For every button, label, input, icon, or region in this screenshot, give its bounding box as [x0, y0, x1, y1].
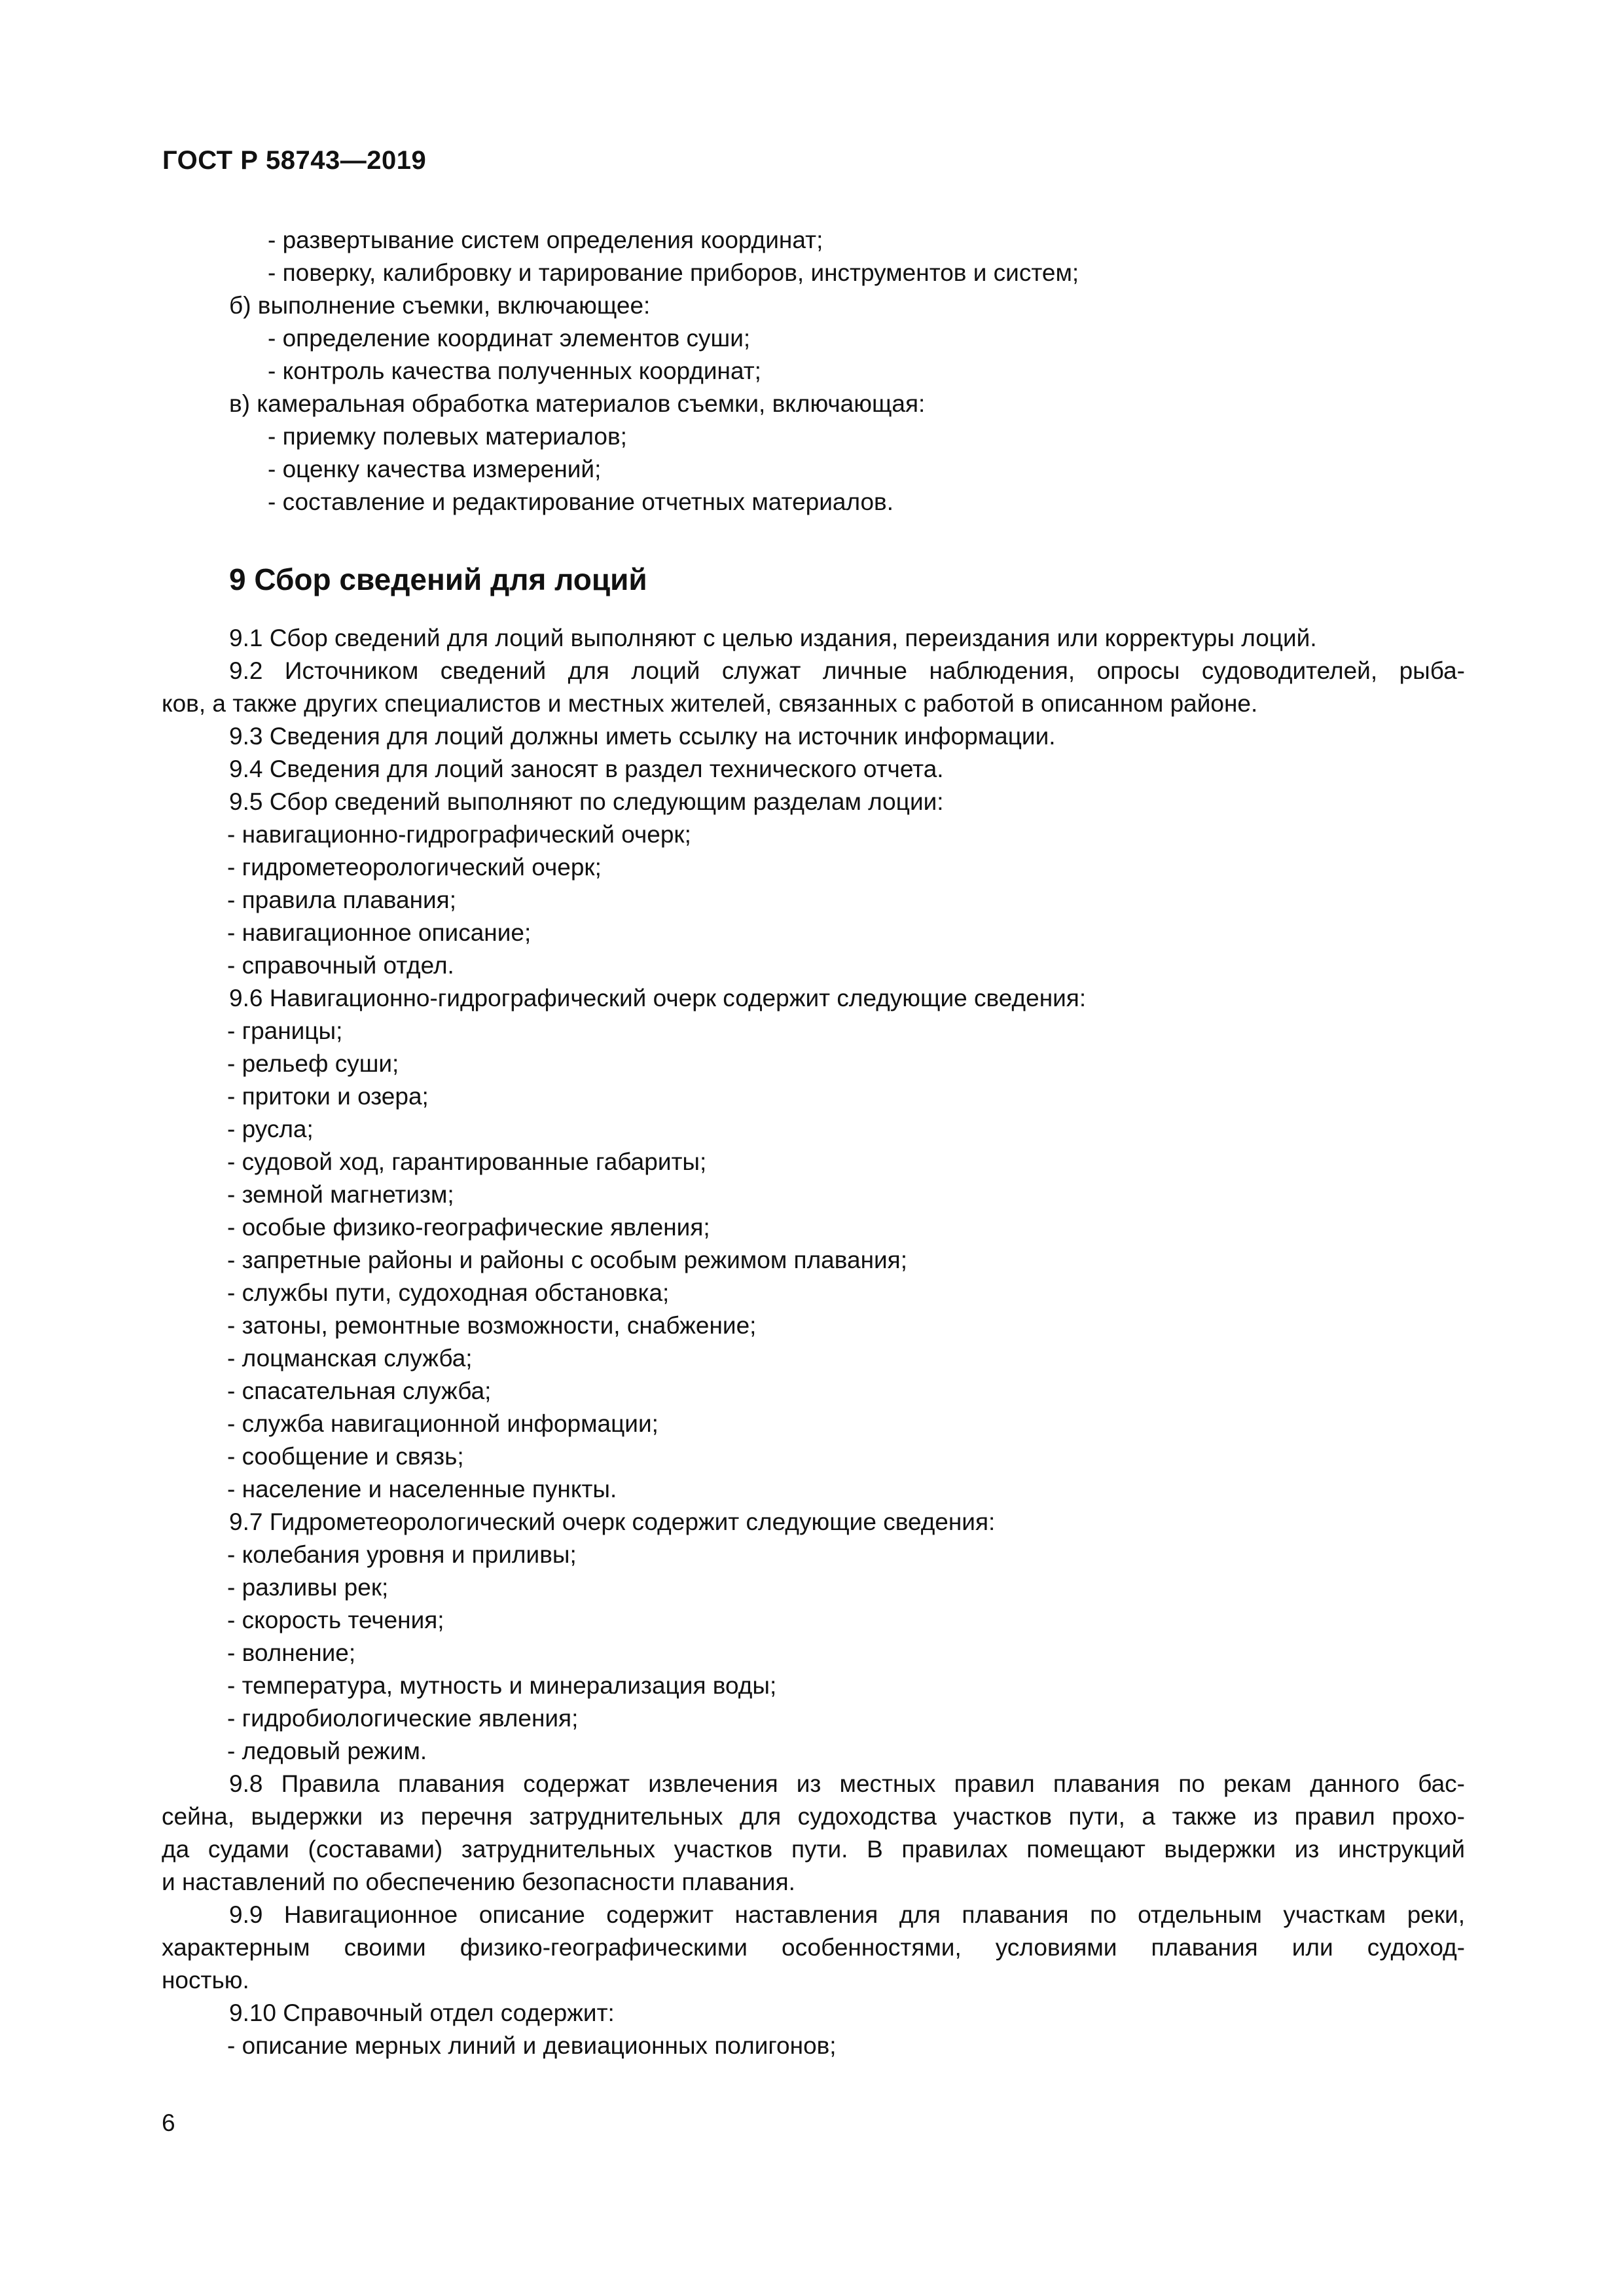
- document-code: ГОСТ Р 58743—2019: [162, 146, 427, 175]
- list-item: - службы пути, судоходная обстановка;: [227, 1279, 670, 1306]
- paragraph-line: сейна, выдержки из перечня затруднительных для судоходства участков пути, а также из правил прохо-: [162, 1803, 1465, 1830]
- list-item: - навигационное описание;: [227, 919, 532, 946]
- list-item: - приемку полевых материалов;: [268, 423, 627, 450]
- list-item: - особые физико-географические явления;: [227, 1214, 710, 1241]
- section-heading: 9 Сбор сведений для лоций: [229, 562, 647, 596]
- list-item: - население и населенные пункты.: [227, 1476, 617, 1503]
- paragraph-line: ностью.: [162, 1967, 249, 1994]
- list-item: - описание мерных линий и девиационных полигонов;: [227, 2032, 837, 2059]
- paragraph-9-10: 9.10 Справочный отдел содержит:: [229, 1999, 615, 2026]
- list-item: - спасательная служба;: [227, 1377, 492, 1404]
- paragraph-line: характерным своими физико-географическими особенностями, условиями плавания или судоход-: [162, 1934, 1465, 1961]
- list-item: - разливы рек;: [227, 1574, 389, 1601]
- list-item: - волнение;: [227, 1639, 356, 1666]
- list-item: - запретные районы и районы с особым режимом плавания;: [227, 1247, 907, 1273]
- list-item: - поверку, калибровку и тарирование приборов, инструментов и систем;: [268, 259, 1079, 286]
- list-item: - сообщение и связь;: [227, 1443, 464, 1470]
- list-item: - лоцманская служба;: [227, 1345, 473, 1372]
- list-item: - затоны, ремонтные возможности, снабжение;: [227, 1312, 757, 1339]
- list-item: - контроль качества полученных координат;: [268, 357, 761, 384]
- paragraph-line: ков, а также других специалистов и местных жителей, связанных с работой в описанном районе.: [162, 690, 1258, 717]
- list-item: - гидрометеорологический очерк;: [227, 854, 602, 881]
- list-item: - ледовый режим.: [227, 1738, 427, 1764]
- list-item: - развертывание систем определения координат;: [268, 227, 823, 253]
- page-number: 6: [162, 2109, 175, 2136]
- list-item: - скорость течения;: [227, 1607, 444, 1633]
- list-item: - справочный отдел.: [227, 952, 454, 979]
- list-item: - служба навигационной информации;: [227, 1410, 659, 1437]
- list-item: в) камеральная обработка материалов съемки, включающая:: [229, 390, 926, 417]
- paragraph-line: 9.8 Правила плавания содержат извлечения из местных правил плавания по рекам данного бас-: [229, 1770, 1465, 1797]
- paragraph-9-7: 9.7 Гидрометеорологический очерк содержит следующие сведения:: [229, 1508, 996, 1535]
- paragraph-line: 9.9 Навигационное описание содержит наставления для плавания по отдельным участкам реки,: [229, 1901, 1465, 1928]
- list-item: - земной магнетизм;: [227, 1181, 454, 1208]
- paragraph-9-5: 9.5 Сбор сведений выполняют по следующим разделам лоции:: [229, 788, 944, 815]
- list-item: - рельеф суши;: [227, 1050, 399, 1077]
- list-item: - температура, мутность и минерализация воды;: [227, 1672, 777, 1699]
- paragraph-line: 9.2 Источником сведений для лоций служат личные наблюдения, опросы судоводителей, рыба-: [229, 657, 1465, 684]
- paragraph-9-1: 9.1 Сбор сведений для лоций выполняют с целью издания, переиздания или корректуры лоций.: [229, 625, 1317, 651]
- list-item: б) выполнение съемки, включающее:: [229, 292, 651, 319]
- paragraph-9-3: 9.3 Сведения для лоций должны иметь ссылку на источник информации.: [229, 723, 1056, 750]
- paragraph-9-6: 9.6 Навигационно-гидрографический очерк содержит следующие сведения:: [229, 985, 1087, 1011]
- paragraph-line: да судами (составами) затруднительных участков пути. В правилах помещают выдержки из инструкций: [162, 1836, 1465, 1863]
- list-item: - гидробиологические явления;: [227, 1705, 579, 1732]
- list-item: - составление и редактирование отчетных материалов.: [268, 488, 893, 515]
- paragraph-line: и наставлений по обеспечению безопасности плавания.: [162, 1868, 795, 1895]
- list-item: - притоки и озера;: [227, 1083, 429, 1110]
- list-item: - навигационно-гидрографический очерк;: [227, 821, 691, 848]
- list-item: - границы;: [227, 1017, 343, 1044]
- list-item: - колебания уровня и приливы;: [227, 1541, 577, 1568]
- list-item: - правила плавания;: [227, 886, 457, 913]
- list-item: - оценку качества измерений;: [268, 456, 602, 483]
- paragraph-9-4: 9.4 Сведения для лоций заносят в раздел технического отчета.: [229, 756, 944, 782]
- list-item: - русла;: [227, 1116, 314, 1142]
- list-item: - судовой ход, гарантированные габариты;: [227, 1148, 707, 1175]
- list-item: - определение координат элементов суши;: [268, 325, 751, 352]
